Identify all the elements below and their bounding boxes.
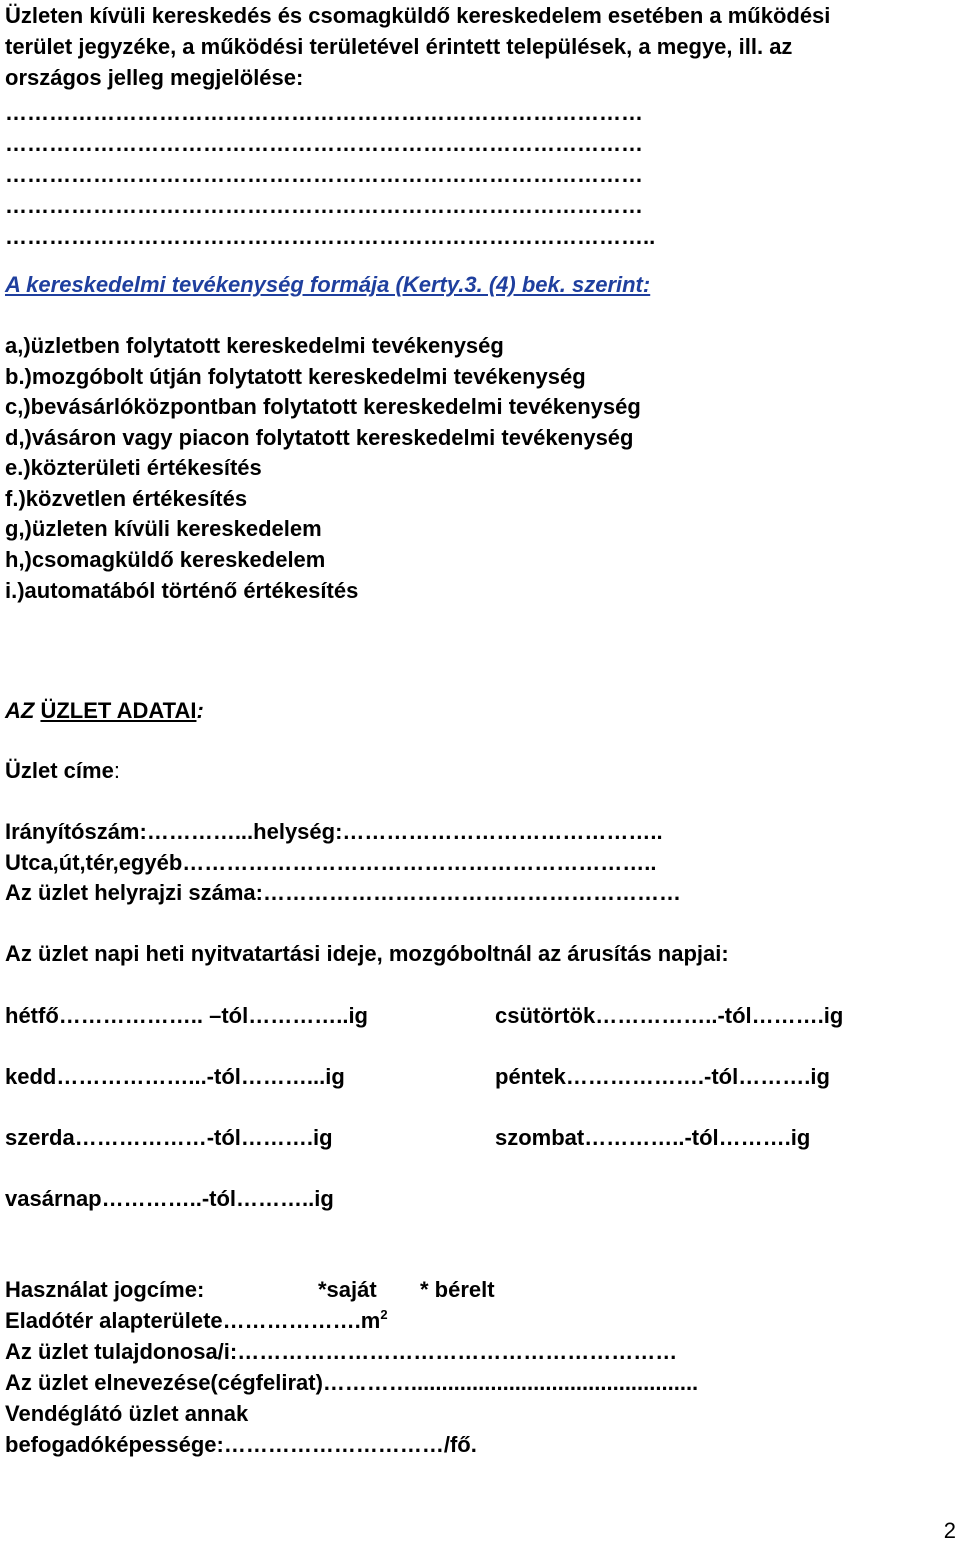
- shop-heading-colon: :: [196, 698, 204, 723]
- page-number: 2: [943, 1518, 956, 1543]
- trade-option: i.)automatából történő értékesítés: [5, 578, 359, 603]
- intro-line-2: terület jegyzéke, a működési területével érintett települések, a megye, ill. az: [5, 34, 793, 59]
- trade-option: a,)üzletben folytatott kereskedelmi tevékenység: [5, 333, 504, 358]
- opening-hours-heading: Az üzlet napi heti nyitvatartási ideje, mozgóboltnál az árusítás napjai:: [5, 941, 729, 966]
- day-friday: péntek……………….-tól……….ig: [495, 1064, 830, 1089]
- street-line: Utca,út,tér,egyéb………………………………………………………..: [5, 850, 657, 875]
- trade-form-heading: A kereskedelmi tevékenység formája (Kerty.3. (4) bek. szerint:: [5, 272, 651, 297]
- zip-city-line: Irányítószám:…………...helység:……………………………………..: [5, 819, 663, 844]
- capacity-line-2: befogadóképessége:…………………………/fő.: [5, 1432, 477, 1457]
- dot-line: ……………………………………………………………………………: [5, 100, 643, 125]
- dot-line: ……………………………………………………………………………: [5, 131, 643, 156]
- sales-area-unit-sup: 2: [380, 1307, 388, 1322]
- day-saturday: szombat…………..-tól……….ig: [495, 1125, 811, 1150]
- dot-line: ……………………………………………………………………………..: [5, 224, 656, 249]
- intro-line-3: országos jelleg megjelölése:: [5, 65, 304, 90]
- owner-line: Az üzlet tulajdonosa/i:……………………………………………………: [5, 1339, 678, 1364]
- shop-data-heading: [5, 698, 204, 723]
- day-thursday: csütörtök……………..-tól……….ig: [495, 1003, 844, 1028]
- usage-rented-option: * bérelt: [420, 1277, 495, 1302]
- capacity-line-1: Vendéglátó üzlet annak: [5, 1401, 249, 1426]
- plot-number-line: Az üzlet helyrajzi száma:…………………………………………………: [5, 880, 681, 905]
- sales-area-line: [5, 1308, 388, 1333]
- intro-line-1: Üzleten kívüli kereskedés és csomagküldő kereskedelem esetében a működési: [5, 3, 831, 28]
- day-tuesday: kedd………………...-tól………...ig: [5, 1064, 345, 1089]
- shop-name-line: Az üzlet elnevezése(cégfelirat)…………...............................................: [5, 1370, 699, 1395]
- trade-option: g,)üzleten kívüli kereskedelem: [5, 516, 322, 541]
- dot-line: ……………………………………………………………………………: [5, 162, 643, 187]
- trade-option: f.)közvetlen értékesítés: [5, 486, 248, 511]
- trade-option: e.)közterületi értékesítés: [5, 455, 262, 480]
- trade-option: c,)bevásárlóközpontban folytatott kereskedelmi tevékenység: [5, 394, 641, 419]
- dot-line: ……………………………………………………………………………: [5, 193, 643, 218]
- day-sunday: vasárnap…………..-tól………..ig: [5, 1186, 334, 1211]
- address-label-text: Üzlet címe: [5, 758, 114, 783]
- day-monday: hétfő……………….. –tól…………..ig: [5, 1003, 368, 1028]
- shop-address-label: [5, 758, 120, 783]
- shop-heading-title: ÜZLET ADATAI: [40, 698, 197, 723]
- shop-heading-az: AZ: [5, 698, 35, 723]
- trade-option: b.)mozgóbolt útján folytatott kereskedelmi tevékenység: [5, 364, 586, 389]
- sales-area-text: Eladótér alapterülete……………….m: [5, 1308, 381, 1333]
- usage-label: Használat jogcíme:: [5, 1277, 205, 1302]
- usage-own-option: *saját: [318, 1277, 377, 1302]
- trade-option: d,)vásáron vagy piacon folytatott kereskedelmi tevékenység: [5, 425, 634, 450]
- day-wednesday: szerda………………-tól……….ig: [5, 1125, 333, 1150]
- address-label-colon: :: [113, 758, 120, 783]
- trade-option: h,)csomagküldő kereskedelem: [5, 547, 326, 572]
